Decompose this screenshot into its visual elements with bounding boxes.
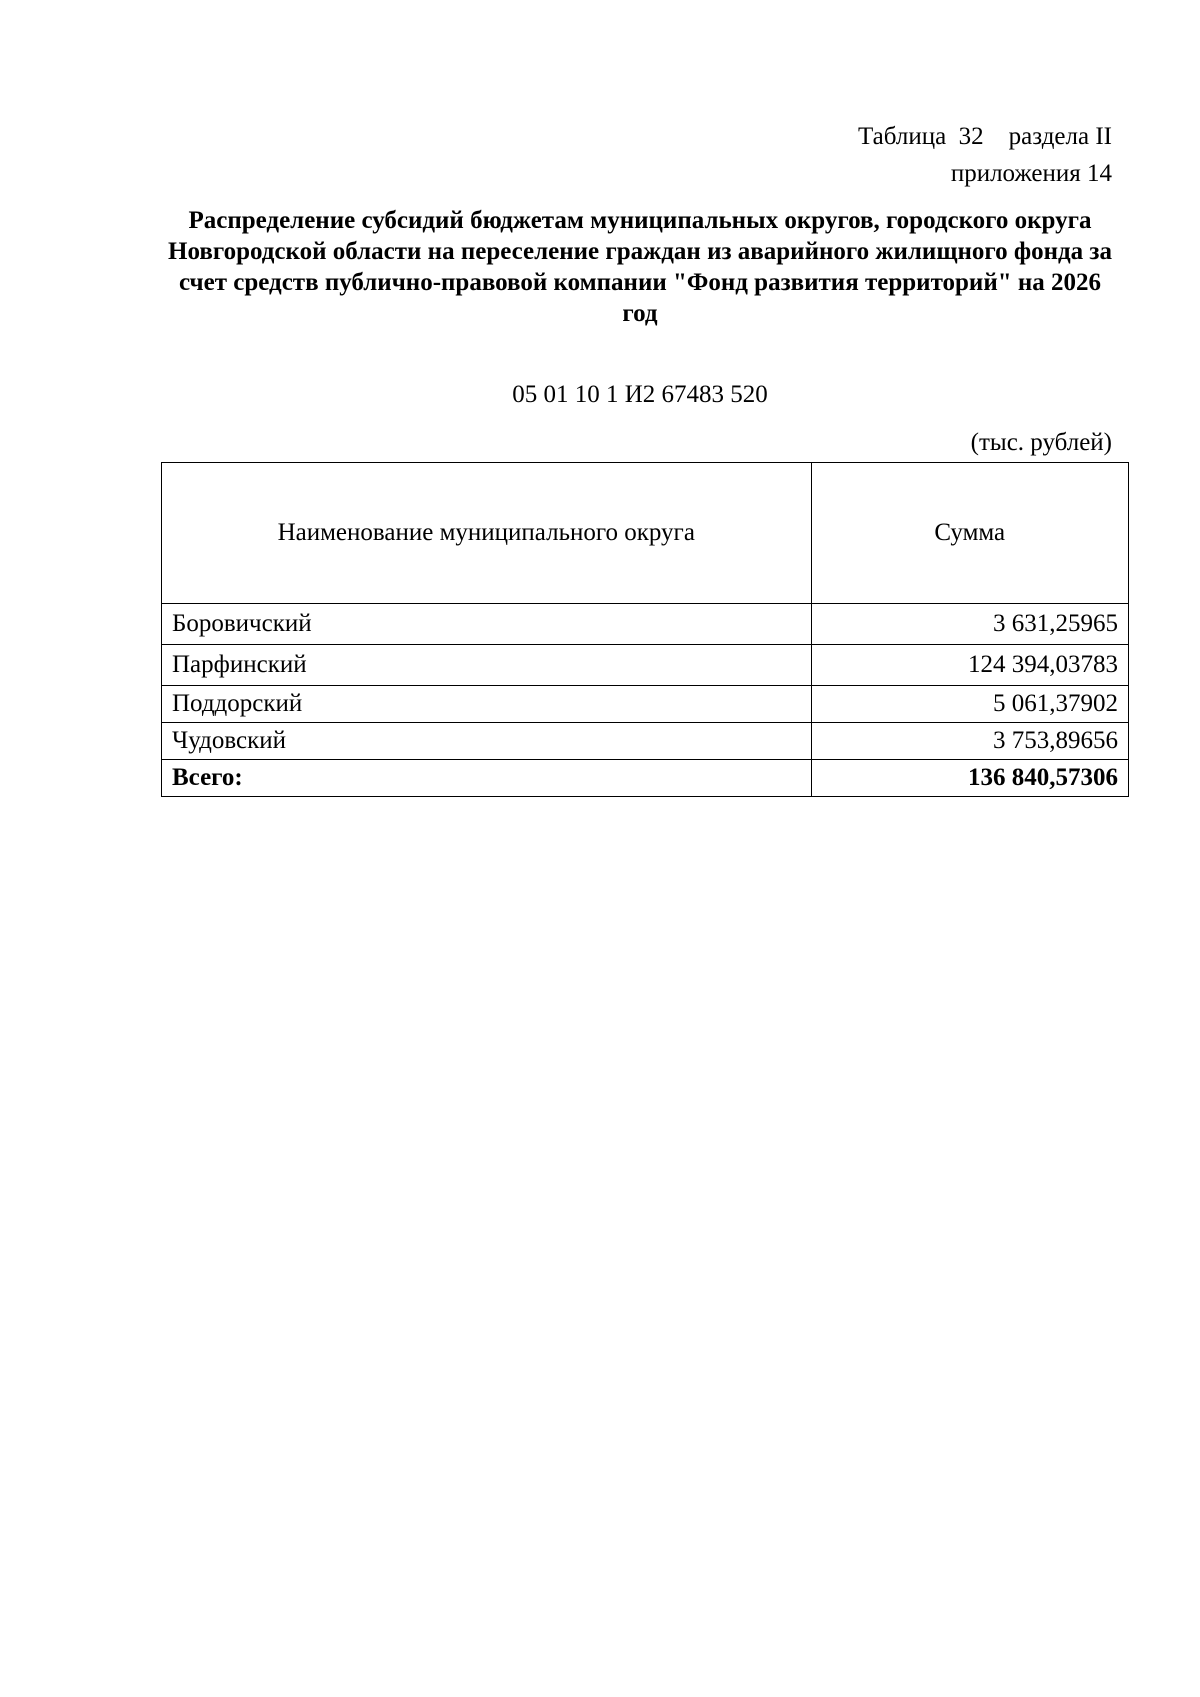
table-row [162, 645, 1129, 686]
document-title: Распределение субсидий бюджетам муниципальных округов, городского округа Новгородской области на переселение граждан из аварийного жилищного фонда за счет средств публично-правовой компании "Фонд развития территорий" на 2026 год [168, 207, 1112, 327]
reference-line-table: Таблица 32 раздела II [858, 123, 1112, 150]
table-reference [858, 118, 1112, 192]
total-label-cell: Всего: [162, 760, 812, 797]
header-district-name: Наименование муниципального округа [162, 463, 812, 604]
sum-cell: 3 753,89656 [811, 723, 1129, 760]
total-row [162, 760, 1129, 797]
total-sum-cell: 136 840,57306 [811, 760, 1129, 797]
district-name-cell: Парфинский [162, 645, 812, 686]
sum-cell: 124 394,03783 [811, 645, 1129, 686]
district-name-cell: Боровичский [162, 604, 812, 645]
sum-cell: 3 631,25965 [811, 604, 1129, 645]
table-row [162, 604, 1129, 645]
budget-code: 05 01 10 1 И2 67483 520 [512, 381, 768, 408]
table-row [162, 686, 1129, 723]
units-label: (тыс. рублей) [970, 429, 1112, 456]
table-row [162, 723, 1129, 760]
table-header-row [162, 463, 1129, 604]
district-name-cell: Поддорский [162, 686, 812, 723]
header-sum: Сумма [811, 463, 1129, 604]
sum-cell: 5 061,37902 [811, 686, 1129, 723]
subsidy-table [161, 462, 1129, 797]
reference-line-appendix: приложения 14 [950, 160, 1112, 187]
district-name-cell: Чудовский [162, 723, 812, 760]
